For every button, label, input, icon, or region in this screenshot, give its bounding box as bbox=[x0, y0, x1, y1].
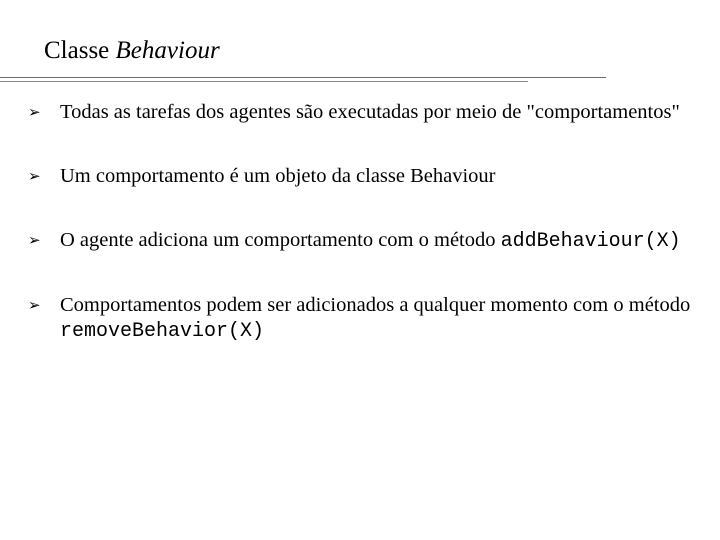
title-italic-text: Behaviour bbox=[115, 37, 220, 64]
arrow-bullet-icon: ➢ bbox=[28, 167, 41, 185]
arrow-bullet-icon: ➢ bbox=[28, 103, 41, 121]
title-underline-top bbox=[0, 77, 606, 78]
slide-title bbox=[44, 36, 220, 66]
title-text: Classe bbox=[44, 37, 116, 64]
arrow-bullet-icon: ➢ bbox=[28, 296, 41, 314]
bullet-list bbox=[28, 100, 708, 383]
arrow-bullet-icon: ➢ bbox=[28, 231, 41, 249]
bullet-item bbox=[28, 228, 708, 254]
bullet-item bbox=[28, 293, 708, 344]
bullet-text: Todas as tarefas dos agentes são executadas por meio de "comportamentos" bbox=[60, 101, 680, 123]
bullet-item bbox=[28, 100, 708, 125]
title-underline-bottom bbox=[0, 81, 528, 82]
bullet-code: addBehaviour(X) bbox=[500, 230, 681, 253]
bullet-text: Comportamentos podem ser adicionados a qualquer momento com o método bbox=[60, 294, 691, 316]
bullet-item bbox=[28, 164, 708, 189]
bullet-text: Um comportamento é um objeto da classe Behaviour bbox=[60, 165, 496, 187]
bullet-text: O agente adiciona um comportamento com o método bbox=[60, 229, 501, 251]
bullet-code: removeBehavior(X) bbox=[60, 320, 265, 343]
